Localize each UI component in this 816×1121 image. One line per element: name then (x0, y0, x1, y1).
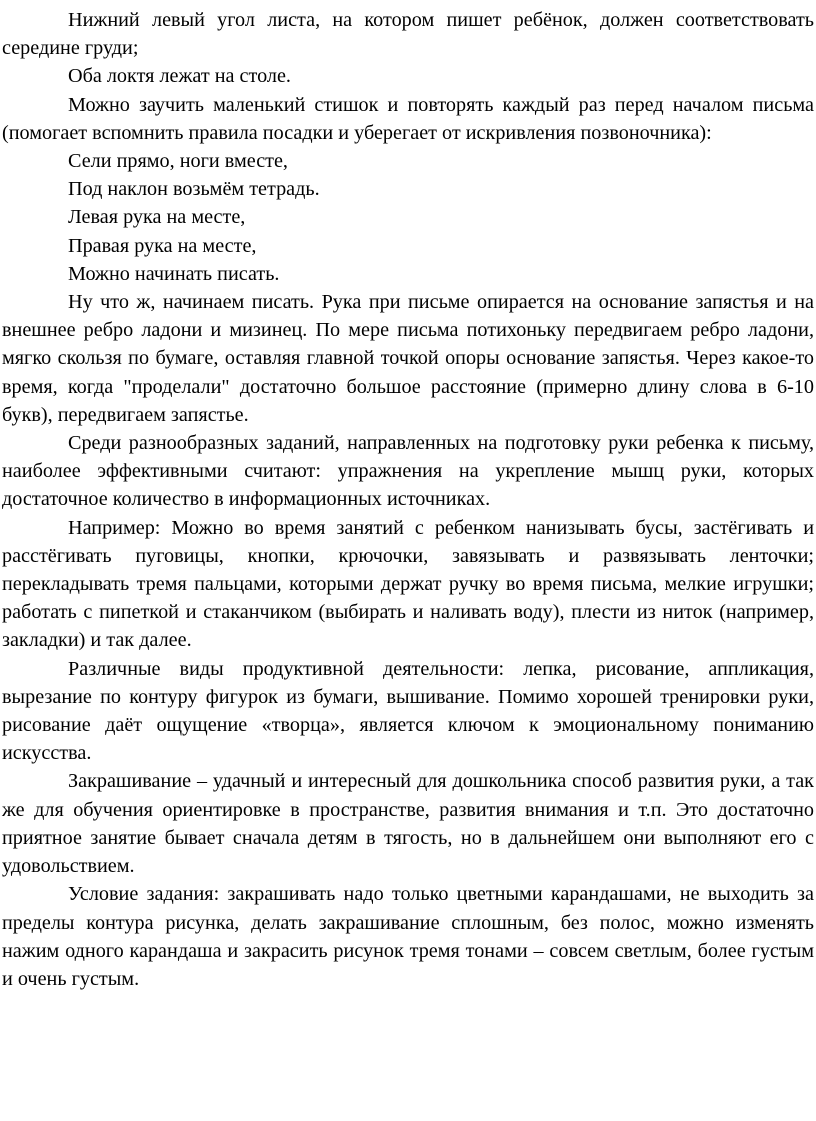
poem-line: Левая рука на месте, (68, 206, 246, 229)
paragraph-writing-technique: Ну что ж, начинаем писать. Рука при письме опирается на основание запястья и на внешнее ребро ладони и мизинец. По мере письма потихоньку передвигаем ребро ладони, мягко скользя по бумаге, оставляя главной точкой опоры основание запястья. Через какое-то время, когда "проделали" достаточно большое расстояние (примерно длину слова в 6-10 букв), передвигаем запястье. (2, 291, 814, 426)
paragraph-productive-activities: Различные виды продуктивной деятельности: лепка, рисование, аппликация, вырезание по контуру фигурок из бумаги, вышивание. Помимо хорошей тренировки руки, рисование даёт ощущение «творца», является ключом к эмоциональному пониманию искусства. (2, 657, 814, 765)
paragraph-elbows: Оба локтя лежат на столе. (68, 65, 291, 88)
paragraph-poem-intro: Можно заучить маленький стишок и повторять каждый раз перед началом письма (помогает вспомнить правила посадки и уберегает от искривления позвоночника): (2, 93, 814, 144)
paragraph-page-corner: Нижний левый угол листа, на котором пишет ребёнок, должен соответствовать середине груди; (2, 9, 814, 60)
paragraph-task-conditions: Условие задания: закрашивать надо только цветными карандашами, не выходить за пределы контура рисунка, делать закрашивание сплошным, без полос, можно изменять нажим одного карандаша и закрасить рисунок тремя тонами – совсем светлым, более густым и очень густым. (2, 883, 814, 990)
poem-line: Правая рука на месте, (68, 234, 257, 257)
poem-line: Можно начинать писать. (68, 262, 280, 285)
poem-line: Под наклон возьмём тетрадь. (68, 178, 320, 201)
paragraph-coloring: Закрашивание – удачный и интересный для дошкольника способ развития руки, а так же для обучения ориентировке в пространстве, развития внимания и т.п. Это достаточно приятное занятие бывает сначала детям в тягость, но в дальнейшем они выполняют его с удовольствием. (2, 770, 814, 878)
paragraph-examples: Например: Можно во время занятий с ребенком нанизывать бусы, застёгивать и расстёгивать пуговицы, кнопки, крючочки, завязывать и развязывать ленточки; перекладывать тремя пальцами, которыми держат ручку во время письма, мелкие игрушки; работать с пипеткой и стаканчиком (выбирать и наливать воду), плести из ниток (например, закладки) и так далее. (2, 516, 814, 652)
poem-line: Сели прямо, ноги вместе, (68, 150, 288, 173)
paragraph-hand-preparation: Среди разнообразных заданий, направленных на подготовку руки ребенка к письму, наиболее эффективными считают: упражнения на укрепление мышц руки, которых достаточное количество в информационных источниках. (2, 432, 814, 511)
